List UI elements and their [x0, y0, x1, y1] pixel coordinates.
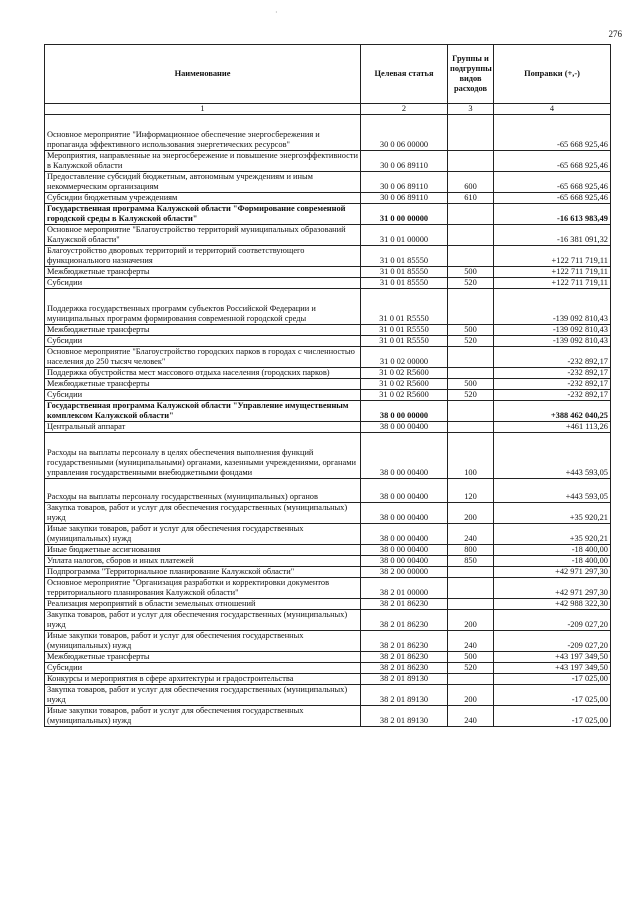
row-amount: -17 025,00 — [494, 685, 611, 706]
row-group — [448, 599, 494, 610]
row-name: Межбюджетные трансферты — [45, 325, 361, 336]
table-row — [45, 422, 611, 433]
row-group: 200 — [448, 503, 494, 524]
row-amount: -209 027,20 — [494, 610, 611, 631]
index-cell: 3 — [448, 104, 494, 115]
row-name: Субсидии — [45, 278, 361, 289]
table-row — [45, 524, 611, 545]
row-amount: -17 025,00 — [494, 706, 611, 727]
row-group: 500 — [448, 325, 494, 336]
row-group — [448, 578, 494, 599]
row-amount: +443 593,05 — [494, 479, 611, 503]
row-name: Иные закупки товаров, работ и услуг для обеспечения государственных (муниципальных) нужд — [45, 631, 361, 652]
table-row — [45, 289, 611, 325]
table-row — [45, 401, 611, 422]
row-amount: -16 613 983,49 — [494, 204, 611, 225]
row-amount: -65 668 925,46 — [494, 172, 611, 193]
row-group: 240 — [448, 706, 494, 727]
row-group: 200 — [448, 610, 494, 631]
table-row — [45, 674, 611, 685]
row-group: 600 — [448, 172, 494, 193]
row-code: 31 0 01 00000 — [361, 225, 448, 246]
table-row — [45, 172, 611, 193]
row-amount: +122 711 719,11 — [494, 278, 611, 289]
row-amount: -232 892,17 — [494, 347, 611, 368]
row-name: Межбюджетные трансферты — [45, 379, 361, 390]
table-row — [45, 556, 611, 567]
row-name: Межбюджетные трансферты — [45, 652, 361, 663]
row-amount: -18 400,00 — [494, 545, 611, 556]
header-group: Группы и подгруппы видов расходов — [448, 45, 494, 104]
row-name: Субсидии — [45, 663, 361, 674]
row-code: 38 2 01 86230 — [361, 599, 448, 610]
row-group: 520 — [448, 278, 494, 289]
row-name: Мероприятия, направленные на энергосбережение и повышение энергоэффективности в Калужской области — [45, 151, 361, 172]
table-row — [45, 479, 611, 503]
row-amount: +122 711 719,11 — [494, 267, 611, 278]
row-name: Государственная программа Калужской области "Управление имущественным комплексом Калужской области" — [45, 401, 361, 422]
row-group: 520 — [448, 336, 494, 347]
row-name: Субсидии бюджетным учреждениям — [45, 193, 361, 204]
row-amount: -232 892,17 — [494, 379, 611, 390]
row-group — [448, 246, 494, 267]
table-row — [45, 278, 611, 289]
table-row — [45, 225, 611, 246]
row-amount: +122 711 719,11 — [494, 246, 611, 267]
row-name: Конкурсы и мероприятия в сфере архитектуры и градостроительства — [45, 674, 361, 685]
row-name: Предоставление субсидий бюджетным, автономным учреждениям и иным некоммерческим организациям — [45, 172, 361, 193]
row-name: Межбюджетные трансферты — [45, 267, 361, 278]
row-group — [448, 225, 494, 246]
row-name: Субсидии — [45, 390, 361, 401]
row-name: Государственная программа Калужской области "Формирование современной городской среды в Калужской области" — [45, 204, 361, 225]
row-amount: +42 971 297,30 — [494, 567, 611, 578]
table-row — [45, 246, 611, 267]
row-code: 31 0 01 85550 — [361, 267, 448, 278]
row-name: Уплата налогов, сборов и иных платежей — [45, 556, 361, 567]
row-amount: +35 920,21 — [494, 524, 611, 545]
row-group: 500 — [448, 379, 494, 390]
table-row — [45, 652, 611, 663]
row-amount: -65 668 925,46 — [494, 193, 611, 204]
table-row — [45, 610, 611, 631]
header-code: Целевая статья — [361, 45, 448, 104]
row-name: Расходы на выплаты персоналу в целях обеспечения выполнения функций государственными (муниципальными) органами, казенными учреждениями, органами управления государственными внебюджетными фондами — [45, 433, 361, 479]
row-group — [448, 347, 494, 368]
row-group — [448, 422, 494, 433]
row-code: 31 0 00 00000 — [361, 204, 448, 225]
row-name: Закупка товаров, работ и услуг для обеспечения государственных (муниципальных) нужд — [45, 610, 361, 631]
row-group: 520 — [448, 663, 494, 674]
row-code: 30 0 06 00000 — [361, 115, 448, 151]
row-name: Закупка товаров, работ и услуг для обеспечения государственных (муниципальных) нужд — [45, 685, 361, 706]
table-row — [45, 193, 611, 204]
table-row — [45, 151, 611, 172]
row-code: 31 0 02 00000 — [361, 347, 448, 368]
table-row — [45, 663, 611, 674]
row-name: Иные бюджетные ассигнования — [45, 545, 361, 556]
row-amount: -17 025,00 — [494, 674, 611, 685]
row-amount: -232 892,17 — [494, 368, 611, 379]
table-row — [45, 347, 611, 368]
row-code: 38 2 01 89130 — [361, 674, 448, 685]
row-amount: +443 593,05 — [494, 433, 611, 479]
page-number: 276 — [608, 29, 622, 39]
row-name: Закупка товаров, работ и услуг для обеспечения государственных (муниципальных) нужд — [45, 503, 361, 524]
row-amount: +461 113,26 — [494, 422, 611, 433]
row-group: 240 — [448, 631, 494, 652]
row-code: 31 0 01 85550 — [361, 246, 448, 267]
row-group: 500 — [448, 267, 494, 278]
row-code: 31 0 02 R5600 — [361, 368, 448, 379]
row-code: 38 2 01 86230 — [361, 610, 448, 631]
table-row — [45, 368, 611, 379]
row-name: Субсидии — [45, 336, 361, 347]
row-name: Иные закупки товаров, работ и услуг для обеспечения государственных (муниципальных) нужд — [45, 706, 361, 727]
row-code: 38 0 00 00400 — [361, 524, 448, 545]
table-row — [45, 115, 611, 151]
row-group: 850 — [448, 556, 494, 567]
table-row — [45, 336, 611, 347]
row-name: Основное мероприятие "Организация разработки и корректировки документов территориального планирования Калужской области" — [45, 578, 361, 599]
row-amount: +43 197 349,50 — [494, 663, 611, 674]
row-code: 30 0 06 89110 — [361, 172, 448, 193]
table-row — [45, 631, 611, 652]
row-group — [448, 368, 494, 379]
table-row — [45, 599, 611, 610]
header-amount: Поправки (+,-) — [494, 45, 611, 104]
row-code: 38 0 00 00400 — [361, 545, 448, 556]
row-amount: -65 668 925,46 — [494, 151, 611, 172]
row-group — [448, 674, 494, 685]
index-row — [45, 104, 611, 115]
row-group: 100 — [448, 433, 494, 479]
index-cell: 2 — [361, 104, 448, 115]
row-group — [448, 289, 494, 325]
row-name: Расходы на выплаты персоналу государственных (муниципальных) органов — [45, 479, 361, 503]
table-row — [45, 685, 611, 706]
row-amount: -139 092 810,43 — [494, 336, 611, 347]
row-amount: -209 027,20 — [494, 631, 611, 652]
row-code: 38 2 01 00000 — [361, 578, 448, 599]
row-amount: -18 400,00 — [494, 556, 611, 567]
row-code: 38 0 00 00400 — [361, 433, 448, 479]
row-code: 38 2 01 86230 — [361, 631, 448, 652]
row-group: 610 — [448, 193, 494, 204]
row-code: 38 2 01 89130 — [361, 706, 448, 727]
row-amount: +43 197 349,50 — [494, 652, 611, 663]
row-group: 800 — [448, 545, 494, 556]
row-code: 38 0 00 00400 — [361, 556, 448, 567]
row-name: Поддержка государственных программ субъектов Российской Федерации и муниципальных программ формирования современной городской среды — [45, 289, 361, 325]
table-row — [45, 390, 611, 401]
row-code: 38 2 01 86230 — [361, 652, 448, 663]
row-code: 30 0 06 89110 — [361, 193, 448, 204]
row-amount: +42 988 322,30 — [494, 599, 611, 610]
row-group: 200 — [448, 685, 494, 706]
table-row — [45, 503, 611, 524]
row-group: 240 — [448, 524, 494, 545]
page-mark: · — [275, 8, 278, 17]
row-code: 38 0 00 00400 — [361, 503, 448, 524]
row-group — [448, 151, 494, 172]
row-amount: +388 462 040,25 — [494, 401, 611, 422]
row-code: 30 0 06 89110 — [361, 151, 448, 172]
table-row — [45, 204, 611, 225]
row-amount: -232 892,17 — [494, 390, 611, 401]
row-name: Основное мероприятие "Благоустройство городских парков в городах с численностью населения до 250 тысяч человек" — [45, 347, 361, 368]
table-row — [45, 567, 611, 578]
header-row — [45, 45, 611, 104]
row-code: 31 0 02 R5600 — [361, 390, 448, 401]
row-group — [448, 204, 494, 225]
row-group: 500 — [448, 652, 494, 663]
row-code: 38 2 00 00000 — [361, 567, 448, 578]
index-cell: 4 — [494, 104, 611, 115]
row-name: Центральный аппарат — [45, 422, 361, 433]
row-code: 31 0 02 R5600 — [361, 379, 448, 390]
budget-table — [44, 44, 611, 727]
row-amount: -16 381 091,32 — [494, 225, 611, 246]
row-amount: +35 920,21 — [494, 503, 611, 524]
index-cell: 1 — [45, 104, 361, 115]
row-name: Реализация мероприятий в области земельных отношений — [45, 599, 361, 610]
row-code: 38 2 01 86230 — [361, 663, 448, 674]
row-code: 31 0 01 85550 — [361, 278, 448, 289]
row-name: Подпрограмма "Территориальное планирование Калужской области" — [45, 567, 361, 578]
row-group — [448, 567, 494, 578]
header-name: Наименование — [45, 45, 361, 104]
row-name: Иные закупки товаров, работ и услуг для обеспечения государственных (муниципальных) нужд — [45, 524, 361, 545]
row-code: 31 0 01 R5550 — [361, 289, 448, 325]
row-group — [448, 115, 494, 151]
row-amount: -65 668 925,46 — [494, 115, 611, 151]
table-row — [45, 433, 611, 479]
table-body — [45, 115, 611, 727]
table-row — [45, 578, 611, 599]
row-amount: -139 092 810,43 — [494, 325, 611, 336]
table-row — [45, 706, 611, 727]
row-code: 38 2 01 89130 — [361, 685, 448, 706]
row-name: Основное мероприятие "Информационное обеспечение энергосбережения и пропаганда эффективного использования энергетических ресурсов" — [45, 115, 361, 151]
row-code: 38 0 00 00400 — [361, 479, 448, 503]
row-code: 38 0 00 00000 — [361, 401, 448, 422]
row-amount: -139 092 810,43 — [494, 289, 611, 325]
row-code: 31 0 01 R5550 — [361, 336, 448, 347]
row-group: 520 — [448, 390, 494, 401]
table-row — [45, 545, 611, 556]
row-name: Поддержка обустройства мест массового отдыха населения (городских парков) — [45, 368, 361, 379]
table-row — [45, 379, 611, 390]
row-name: Благоустройство дворовых территорий и территорий соответствующего функционального назначения — [45, 246, 361, 267]
row-group: 120 — [448, 479, 494, 503]
row-code: 38 0 00 00400 — [361, 422, 448, 433]
table-row — [45, 325, 611, 336]
row-group — [448, 401, 494, 422]
row-amount: +42 971 297,30 — [494, 578, 611, 599]
row-name: Основное мероприятие "Благоустройство территорий муниципальных образований Калужской области" — [45, 225, 361, 246]
row-code: 31 0 01 R5550 — [361, 325, 448, 336]
table-row — [45, 267, 611, 278]
